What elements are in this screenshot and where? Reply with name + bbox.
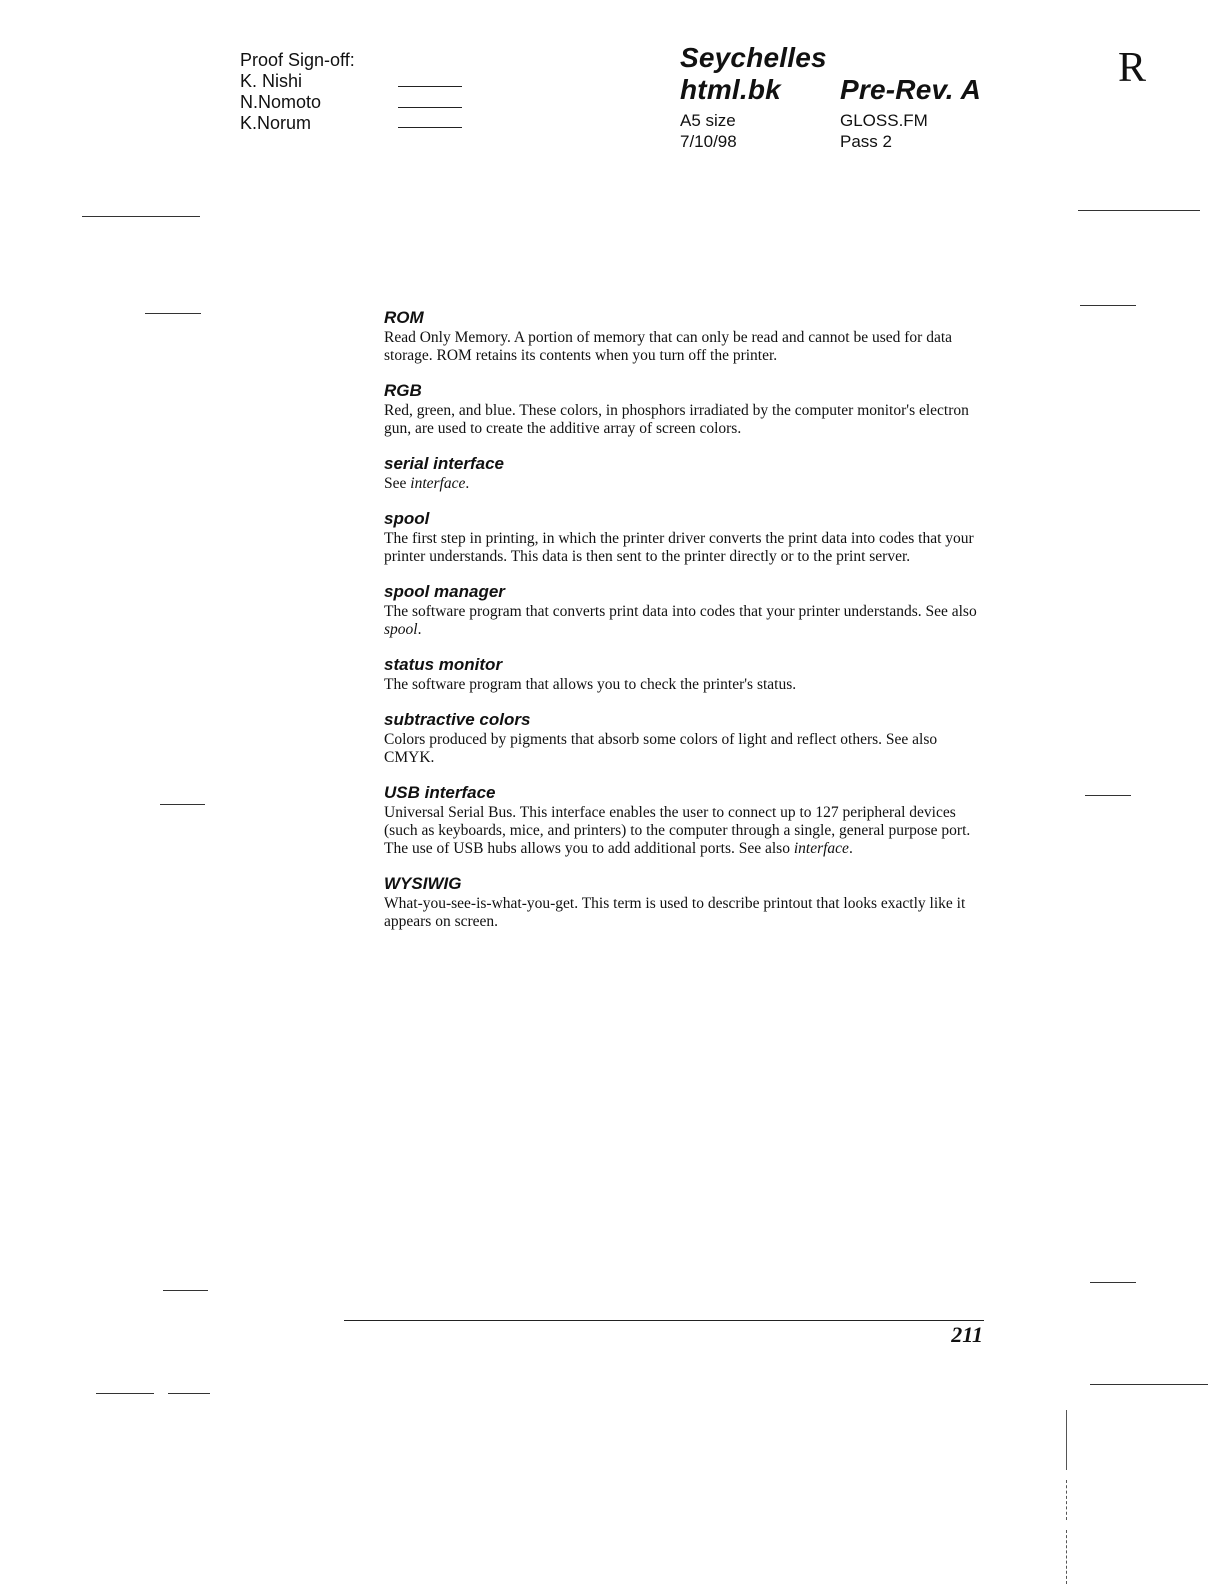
signoff-line-3 xyxy=(398,127,462,128)
signoff-name-2: N.Nomoto xyxy=(240,92,322,112)
glossary-term: spool manager xyxy=(384,582,505,601)
glossary-definition xyxy=(384,603,984,639)
cross-reference: CMYK xyxy=(384,749,431,766)
glossary-definition xyxy=(384,475,984,493)
glossary-term: RGB xyxy=(384,381,422,400)
definition-text: . xyxy=(430,749,435,766)
glossary-term: ROM xyxy=(384,308,424,327)
header-file: GLOSS.FM xyxy=(840,111,928,130)
header-revision: Pre-Rev. A xyxy=(840,74,982,105)
crop-mark xyxy=(82,216,200,217)
definition-text: What-you-see-is-what-you-get. This term is used to describe printout that looks exactly like it appears on screen. xyxy=(384,895,966,930)
crop-mark xyxy=(1080,305,1136,306)
glossary-definition xyxy=(384,804,984,858)
crop-mark xyxy=(160,804,205,805)
glossary-term: serial interface xyxy=(384,454,505,473)
glossary-term: USB interface xyxy=(384,783,496,802)
glossary-definition xyxy=(384,731,984,767)
crop-mark-vertical xyxy=(1066,1530,1067,1584)
glossary-term: subtractive colors xyxy=(384,710,531,729)
glossary-definition xyxy=(384,895,984,931)
glossary-entry xyxy=(384,654,984,694)
crop-mark xyxy=(163,1290,208,1291)
crop-mark xyxy=(1085,795,1131,796)
crop-mark xyxy=(168,1393,210,1394)
signoff-line-1 xyxy=(398,86,462,87)
glossary-entry xyxy=(384,307,984,365)
glossary-definition xyxy=(384,676,984,694)
crop-mark xyxy=(1090,1282,1136,1283)
glossary-list xyxy=(384,307,984,946)
glossary-entry xyxy=(384,873,984,931)
definition-text: Read Only Memory. A portion of memory that can only be read and cannot be used for data storage. ROM retains its contents when you turn off the printer. xyxy=(384,329,953,364)
signoff-line-2 xyxy=(398,107,462,108)
crop-mark xyxy=(1078,210,1200,211)
definition-text: . xyxy=(465,475,470,492)
signoff-title: Proof Sign-off: xyxy=(240,50,355,70)
crop-mark-vertical xyxy=(1066,1480,1067,1520)
glossary-term: WYSIWIG xyxy=(384,874,462,893)
header-size: A5 size xyxy=(680,111,736,130)
crop-mark-vertical xyxy=(1066,1410,1067,1470)
header-project: Seychelles xyxy=(680,42,827,73)
glossary-entry xyxy=(384,508,984,566)
definition-text: The first step in printing, in which the printer driver converts the print data into codes that your printer understands. This data is then sent to the printer directly or to the print server. xyxy=(384,530,974,565)
glossary-term: status monitor xyxy=(384,655,503,674)
glossary-entry xyxy=(384,782,984,858)
cross-reference: spool xyxy=(384,621,418,638)
glossary-term: spool xyxy=(384,509,430,528)
definition-text: The software program that converts print data into codes that your printer understands. See also xyxy=(384,603,977,620)
cross-reference: interface xyxy=(793,840,849,857)
definition-text: The software program that allows you to check the printer's status. xyxy=(384,676,797,693)
crop-mark xyxy=(145,313,201,314)
definition-text: Colors produced by pigments that absorb some colors of light and reflect others. See also xyxy=(384,731,938,748)
glossary-entry xyxy=(384,581,984,639)
header-pass: Pass 2 xyxy=(840,132,892,151)
signoff-name-1: K. Nishi xyxy=(240,71,303,91)
signoff-name-3: K.Norum xyxy=(240,113,312,133)
glossary-definition xyxy=(384,329,984,365)
definition-text: . xyxy=(848,840,853,857)
glossary-entry xyxy=(384,453,984,493)
section-tab-letter: R xyxy=(1118,45,1147,91)
footer-rule xyxy=(344,1320,984,1321)
glossary-entry xyxy=(384,380,984,438)
glossary-definition xyxy=(384,402,984,438)
crop-mark xyxy=(96,1393,154,1394)
proof-signoff xyxy=(240,50,355,134)
glossary-definition xyxy=(384,530,984,566)
header-book: html.bk xyxy=(680,74,781,105)
page-number: 211 xyxy=(951,1322,983,1347)
definition-text: Universal Serial Bus. This interface enables the user to connect up to 127 peripheral devices (such as keyboards, mice, and printers) to the computer through a single, general purpose port. The use of USB hubs allows you to add additional ports. See also xyxy=(384,804,971,857)
definition-text: Red, green, and blue. These colors, in phosphors irradiated by the computer monitor's electron gun, are used to create the additive array of screen colors. xyxy=(384,402,969,437)
definition-text: See xyxy=(384,475,411,492)
cross-reference: interface xyxy=(410,475,466,492)
definition-text: . xyxy=(417,621,422,638)
crop-mark xyxy=(1090,1384,1208,1385)
header-date: 7/10/98 xyxy=(680,132,737,151)
glossary-entry xyxy=(384,709,984,767)
